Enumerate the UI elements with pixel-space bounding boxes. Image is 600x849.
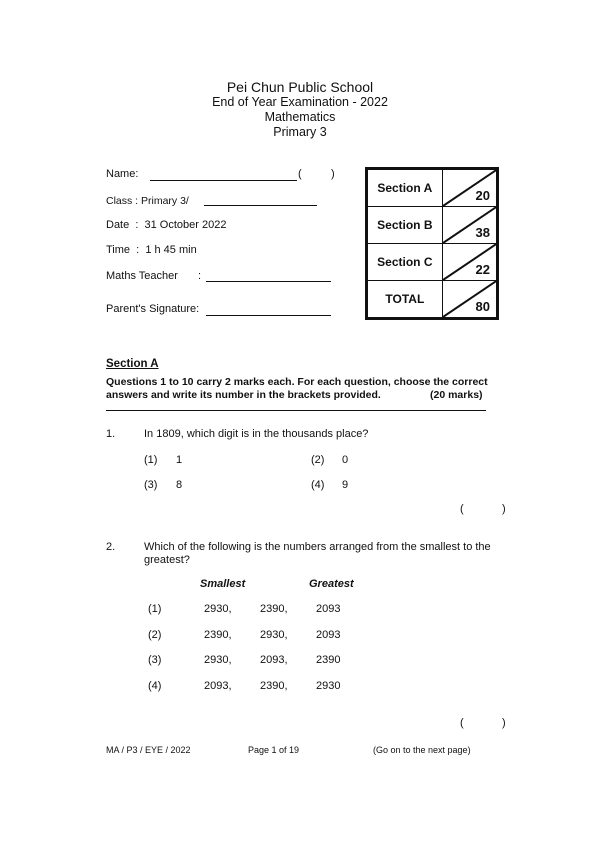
q2-text-line-1: Which of the following is the numbers arranged from the smallest to the bbox=[144, 541, 491, 553]
marks-table bbox=[365, 167, 499, 320]
footer-next: (Go on to the next page) bbox=[373, 745, 471, 755]
q1-text: In 1809, which digit is in the thousands place? bbox=[144, 428, 369, 440]
q1-opt3-value: 8 bbox=[176, 479, 183, 491]
name-label: Name: bbox=[106, 168, 139, 180]
parent-signature-label: Parent's Signature: bbox=[106, 303, 200, 315]
name-line[interactable] bbox=[150, 180, 297, 181]
q1-opt1-label: (1) bbox=[144, 454, 158, 466]
q1-opt2-value: 0 bbox=[342, 454, 349, 466]
q1-bracket-close: ) bbox=[502, 503, 506, 515]
q2-option-number: 2093, bbox=[204, 680, 232, 692]
section-divider bbox=[106, 410, 486, 411]
q2-option-number: 2093 bbox=[316, 603, 341, 615]
q2-option-number: 2390 bbox=[316, 654, 341, 666]
q1-opt4-value: 9 bbox=[342, 479, 349, 491]
q2-answer-box[interactable] bbox=[468, 713, 500, 733]
school-name: Pei Chun Public School bbox=[226, 79, 374, 95]
marks-value: 22 bbox=[475, 262, 490, 277]
subject-title: Mathematics bbox=[264, 110, 336, 124]
q2-col-smallest: Smallest bbox=[200, 578, 246, 590]
marks-row bbox=[368, 207, 497, 244]
q2-option-label: (4) bbox=[148, 680, 162, 692]
footer-code: MA / P3 / EYE / 2022 bbox=[106, 745, 191, 755]
q1-opt2-label: (2) bbox=[311, 454, 325, 466]
q2-option-number: 2930, bbox=[204, 654, 232, 666]
teacher-line[interactable] bbox=[206, 281, 331, 282]
q1-number: 1. bbox=[106, 428, 116, 440]
class-line[interactable] bbox=[204, 205, 317, 206]
q1-opt1-value: 1 bbox=[176, 454, 183, 466]
marks-section-name: Section C bbox=[368, 244, 443, 281]
marks-value-cell bbox=[442, 281, 496, 318]
marks-row bbox=[368, 170, 497, 207]
instructions-line-2: answers and write its number in the brackets provided. bbox=[106, 389, 381, 401]
q1-answer-box[interactable] bbox=[468, 499, 500, 519]
q2-option-number: 2390, bbox=[260, 680, 288, 692]
q2-bracket-open: ( bbox=[460, 717, 464, 729]
q2-option-number: 2093 bbox=[316, 629, 341, 641]
marks-value-cell bbox=[442, 244, 496, 281]
teacher-label: Maths Teacher bbox=[106, 270, 178, 282]
q1-bracket-open: ( bbox=[460, 503, 464, 515]
q2-option-label: (3) bbox=[148, 654, 162, 666]
date-label: Date : 31 October 2022 bbox=[106, 219, 227, 231]
q2-option-number: 2390, bbox=[204, 629, 232, 641]
marks-section-name: TOTAL bbox=[368, 281, 443, 318]
footer-page: Page 1 of 19 bbox=[248, 745, 300, 755]
marks-section-name: Section A bbox=[368, 170, 443, 207]
marks-value: 38 bbox=[475, 225, 490, 240]
q2-text bbox=[144, 541, 504, 567]
q2-option-number: 2390, bbox=[260, 603, 288, 615]
instructions-line-1: Questions 1 to 10 carry 2 marks each. For each question, choose the correct bbox=[106, 376, 488, 388]
name-bracket-close: ) bbox=[331, 168, 335, 180]
q2-text-line-2: greatest? bbox=[144, 554, 190, 566]
section-a-title: Section A bbox=[106, 358, 159, 370]
marks-value: 20 bbox=[475, 188, 490, 203]
exam-header bbox=[0, 80, 600, 140]
q2-option-number: 2930, bbox=[204, 603, 232, 615]
time-label: Time : 1 h 45 min bbox=[106, 244, 197, 256]
q2-option-number: 2930, bbox=[260, 629, 288, 641]
q2-number: 2. bbox=[106, 541, 116, 553]
q2-col-greatest: Greatest bbox=[309, 578, 354, 590]
q2-option-label: (2) bbox=[148, 629, 162, 641]
marks-section-name: Section B bbox=[368, 207, 443, 244]
section-a-marks: (20 marks) bbox=[430, 389, 483, 401]
teacher-colon: : bbox=[198, 270, 202, 282]
marks-value-cell bbox=[442, 207, 496, 244]
parent-signature-line[interactable] bbox=[206, 315, 331, 316]
marks-value-cell bbox=[442, 170, 496, 207]
q2-option-label: (1) bbox=[148, 603, 162, 615]
q2-option-number: 2930 bbox=[316, 680, 341, 692]
q1-opt4-label: (4) bbox=[311, 479, 325, 491]
q2-bracket-close: ) bbox=[502, 717, 506, 729]
level-title: Primary 3 bbox=[273, 125, 327, 139]
marks-row bbox=[368, 244, 497, 281]
q1-opt3-label: (3) bbox=[144, 479, 158, 491]
name-bracket-open: ( bbox=[298, 168, 302, 180]
marks-row bbox=[368, 281, 497, 318]
exam-title: End of Year Examination - 2022 bbox=[212, 95, 388, 109]
section-a-instructions bbox=[106, 376, 506, 402]
class-label: Class : Primary 3/ bbox=[106, 195, 189, 207]
marks-value: 80 bbox=[475, 299, 490, 314]
q2-option-number: 2093, bbox=[260, 654, 288, 666]
